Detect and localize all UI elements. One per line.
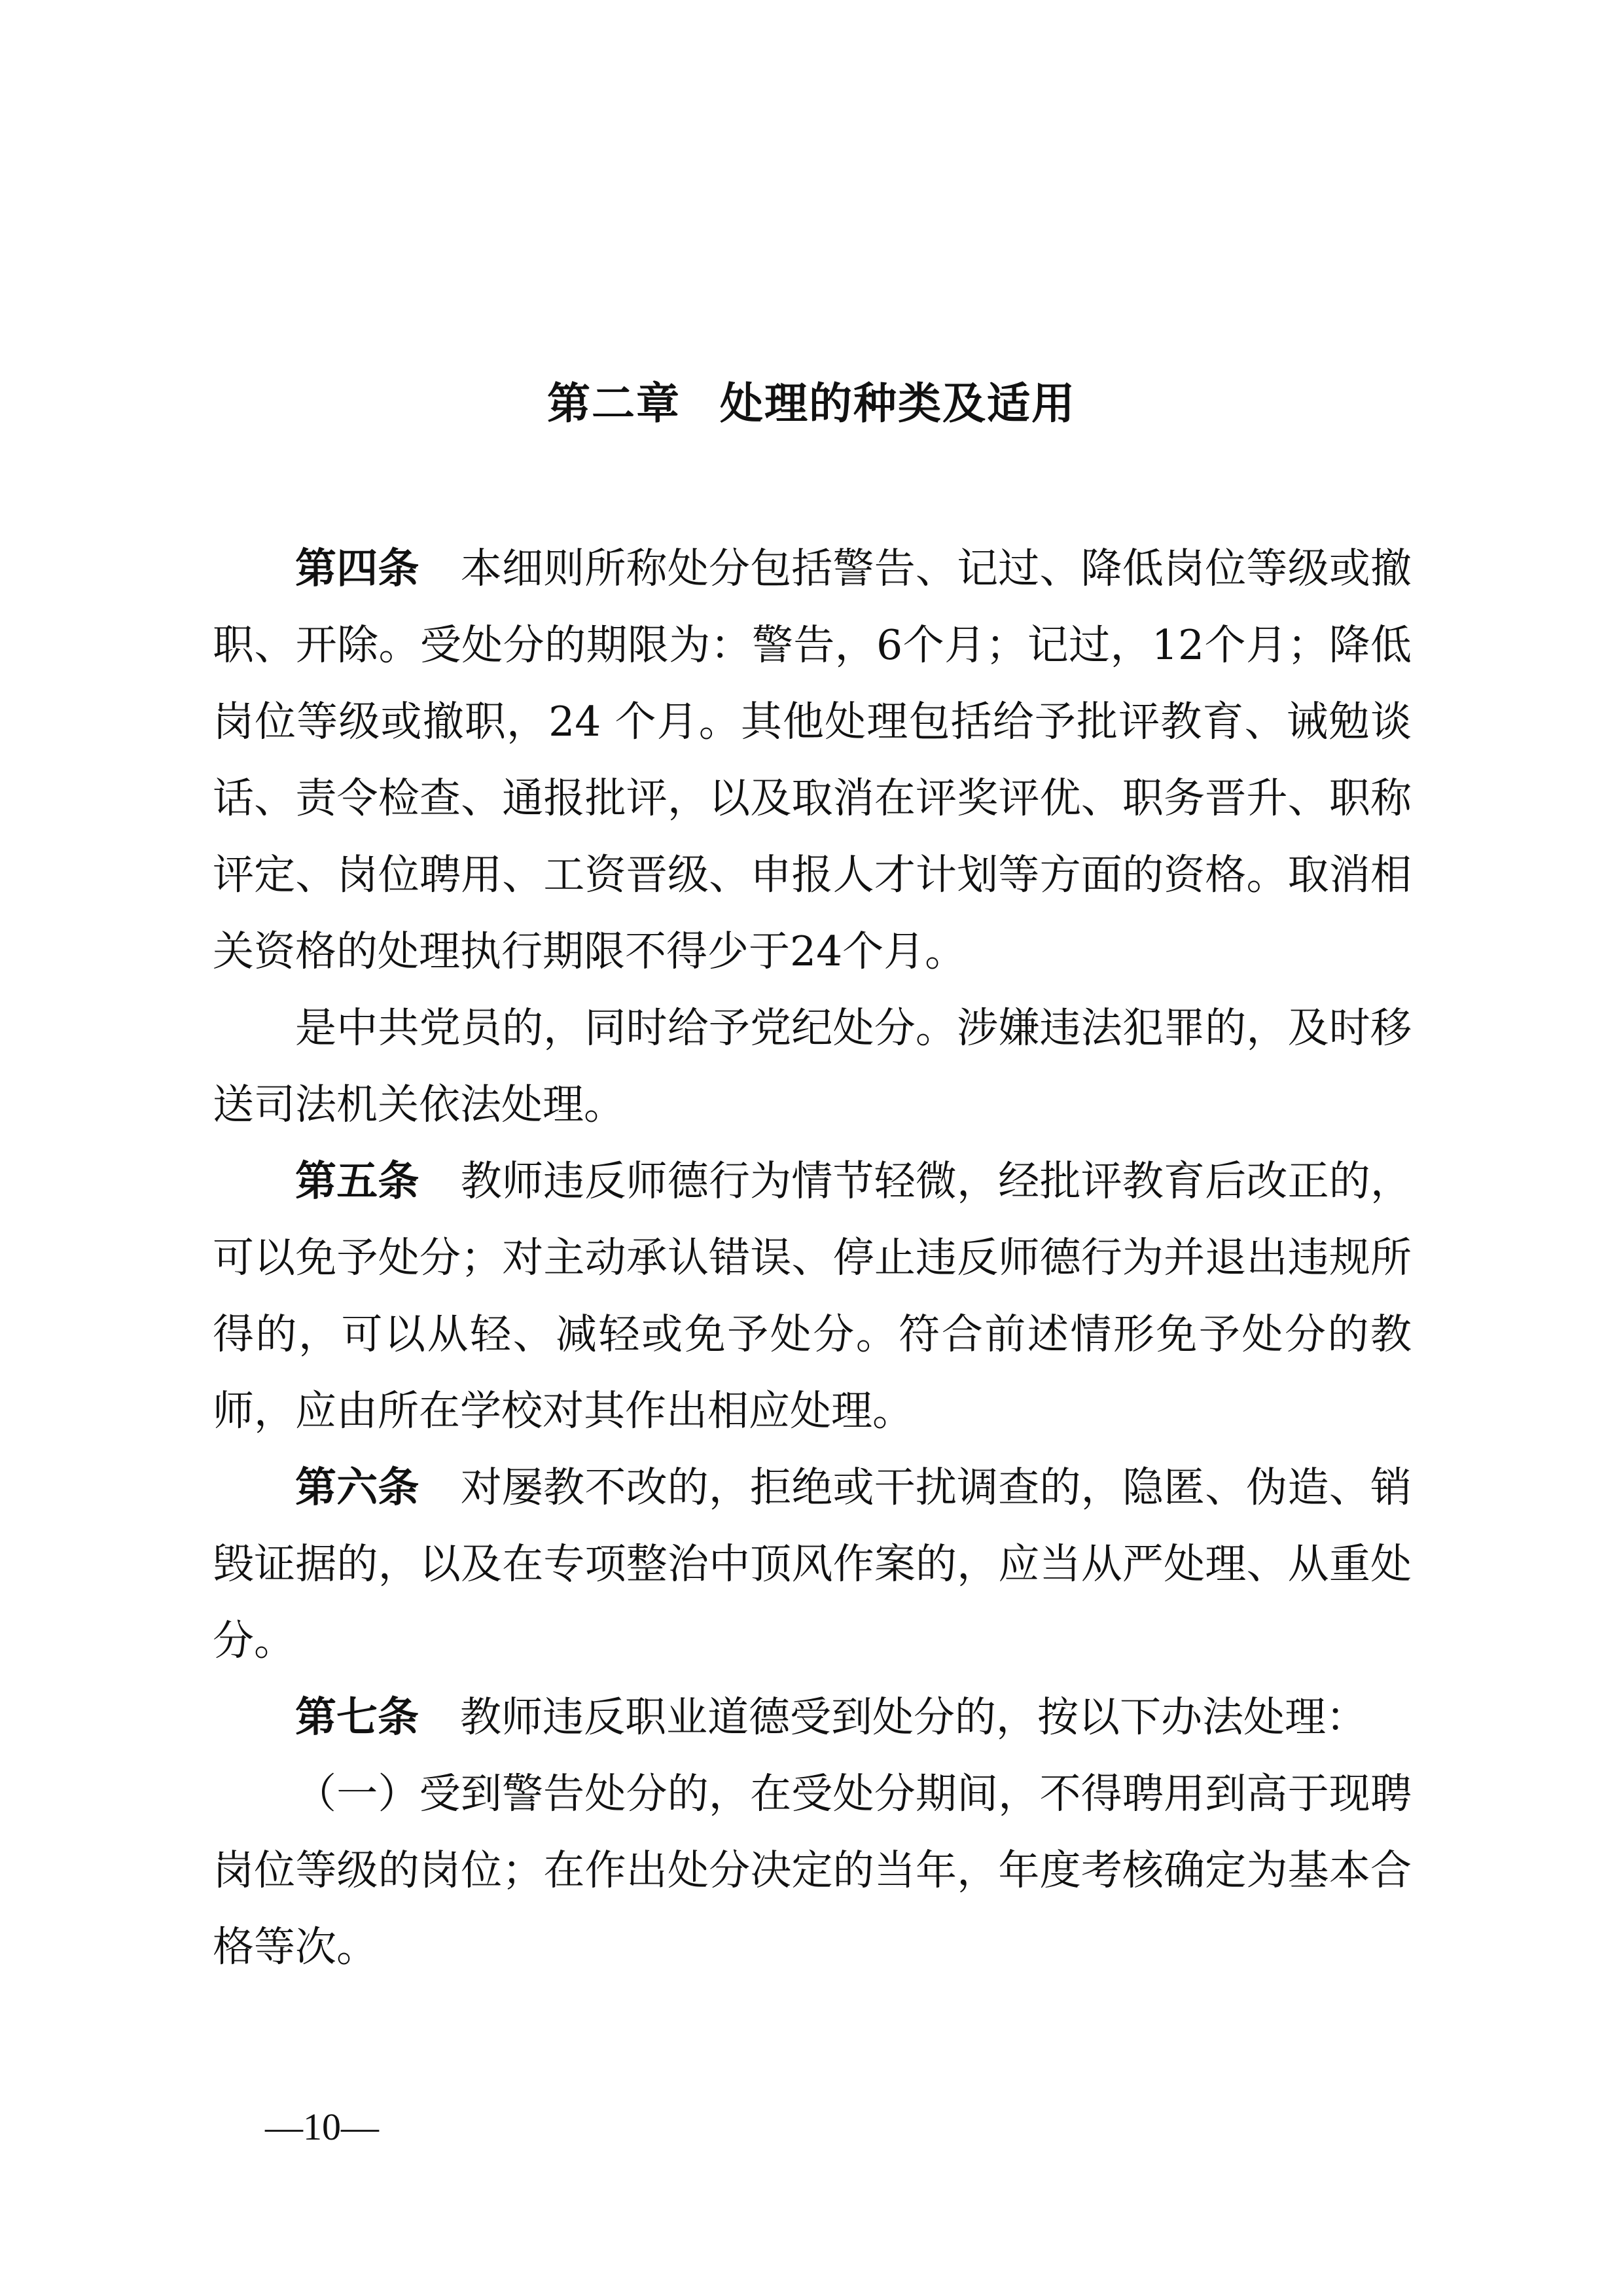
chapter-title bbox=[0, 374, 1623, 433]
paragraph-party-discipline bbox=[213, 990, 1412, 1143]
paragraph-text: 本细则所称处分包括警告、记过、降低岗位等级或撤职、开除。受处分的期限为：警告，6个月；记过，12个月；降低岗位等级或撤职，24 个月。其他处理包括给予批评教育、诫勉谈话、责令检查、通报批评，以及取消在评奖评优、职务晋升、职称评定、岗位聘用、工资晋级、申报人才计划等方面的资格。取消相关资格的处理执行期限不得少于24个月。 bbox=[213, 545, 1412, 975]
article-number: 第五条 bbox=[295, 1157, 419, 1205]
page-number: —10— bbox=[265, 2106, 379, 2148]
paragraph-text: （一）受到警告处分的，在受处分期间，不得聘用到高于现聘岗位等级的岗位；在作出处分决定的当年，年度考核确定为基本合格等次。 bbox=[213, 1770, 1412, 1971]
article-number: 第四条 bbox=[295, 545, 419, 592]
chapter-number: 第二章 bbox=[547, 378, 681, 429]
paragraph-item-1 bbox=[213, 1755, 1412, 1985]
paragraph-text: 是中共党员的，同时给予党纪处分。涉嫌违法犯罪的，及时移送司法机关依法处理。 bbox=[213, 1004, 1412, 1128]
paragraph-article-7 bbox=[213, 1679, 1412, 1755]
paragraph-text: 对屡教不改的，拒绝或干扰调查的，隐匿、伪造、销毁证据的，以及在专项整治中顶风作案的，应当从严处理、从重处分。 bbox=[213, 1463, 1412, 1664]
document-body bbox=[213, 530, 1412, 1985]
chapter-name: 处理的种类及适用 bbox=[720, 378, 1076, 429]
paragraph-article-5 bbox=[213, 1143, 1412, 1449]
paragraph-text: 教师违反职业道德受到处分的，按以下办法处理： bbox=[460, 1693, 1367, 1741]
article-number: 第六条 bbox=[295, 1463, 419, 1511]
paragraph-article-4 bbox=[213, 530, 1412, 990]
paragraph-text: 教师违反师德行为情节轻微，经批评教育后改正的，可以免予处分；对主动承认错误、停止违反师德行为并退出违规所得的，可以从轻、减轻或免予处分。符合前述情形免予处分的教师，应由所在学校对其作出相应处理。 bbox=[213, 1157, 1412, 1435]
article-number: 第七条 bbox=[295, 1693, 419, 1741]
paragraph-article-6 bbox=[213, 1449, 1412, 1679]
